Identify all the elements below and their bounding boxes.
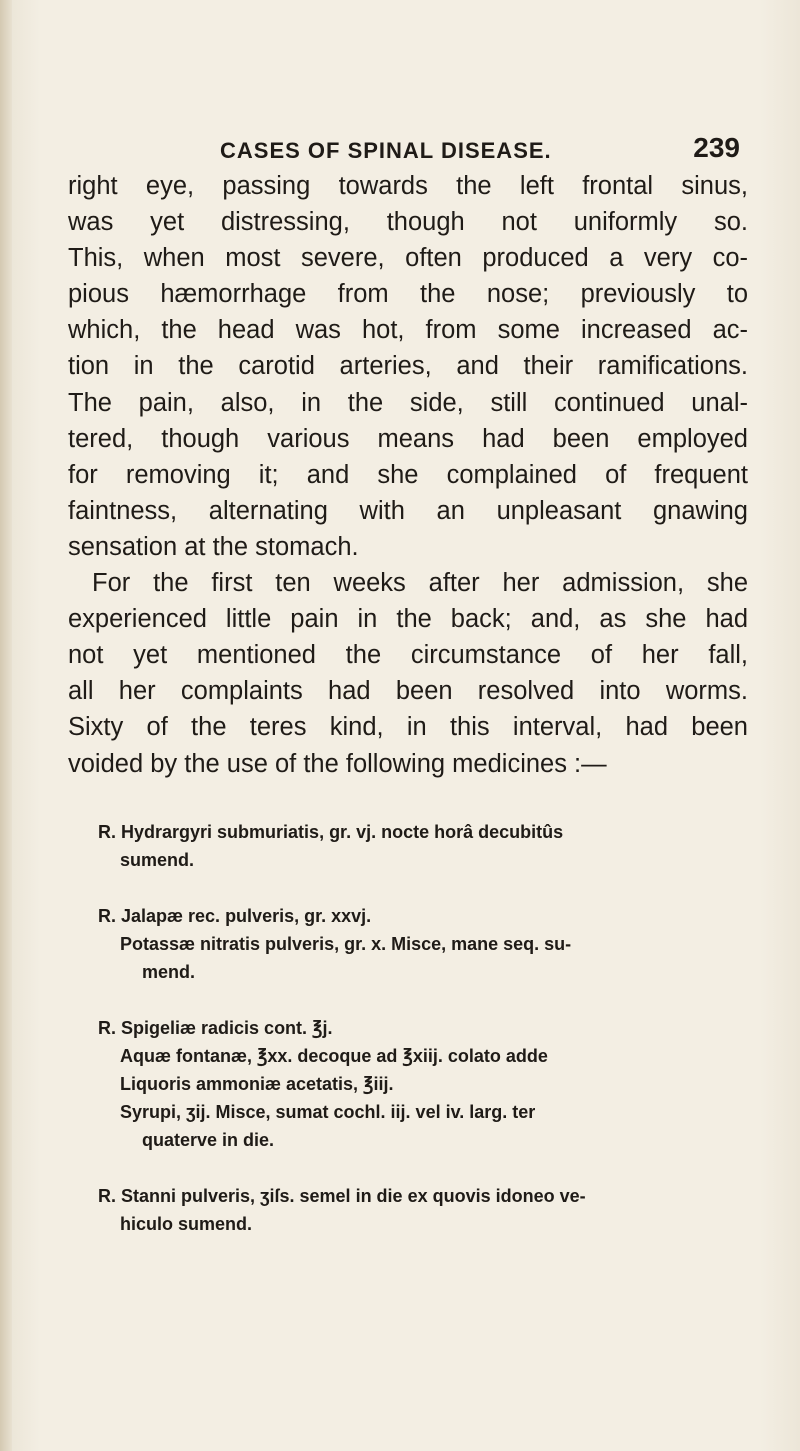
text-line: The pain, also, in the side, still continued unal- xyxy=(68,388,748,417)
text-line: which, the head was hot, from some increased ac- xyxy=(68,316,748,345)
prescription xyxy=(98,1014,738,1154)
text-line: Sixty of the teres kind, in this interval, had been xyxy=(68,713,748,742)
prescription-line: R. Jalapæ rec. pulveris, gr. xxvj. xyxy=(98,906,372,926)
text-line: voided by the use of the following medicines :— xyxy=(68,749,607,778)
text-line: For the first ten weeks after her admission, she xyxy=(92,569,748,598)
prescription-line: Liquoris ammoniæ acetatis, ℥iij. xyxy=(120,1074,394,1094)
text-line: faintness, alternating with an unpleasant gnawing xyxy=(68,496,748,525)
text-line: tered, though various means had been employed xyxy=(68,424,748,453)
prescription-list xyxy=(98,818,738,1266)
text-line: all her complaints had been resolved into worms. xyxy=(68,677,748,706)
text-line: not yet mentioned the circumstance of her fall, xyxy=(68,641,748,670)
prescription-line: Potassæ nitratis pulveris, gr. x. Misce, mane seq. su- xyxy=(120,934,572,954)
text-line: pious hæmorrhage from the nose; previously to xyxy=(68,280,748,309)
text-line: for removing it; and she complained of frequent xyxy=(68,460,748,489)
prescription xyxy=(98,818,738,874)
prescription-line: R. Stanni pulveris, ʒiſs. semel in die ex quovis idoneo ve- xyxy=(98,1186,586,1206)
page-gutter xyxy=(0,0,12,1451)
prescription-line: hiculo sumend. xyxy=(120,1214,253,1234)
text-line: This, when most severe, often produced a very co- xyxy=(68,244,748,273)
text-line: tion in the carotid arteries, and their ramifications. xyxy=(68,352,748,381)
prescription-line: mend. xyxy=(142,962,196,982)
prescription-line: Syrupi, ʒij. Misce, sumat cochl. iij. vel iv. larg. ter xyxy=(120,1102,536,1122)
prescription xyxy=(98,1182,738,1238)
text-line: sensation at the stomach. xyxy=(68,532,359,561)
page-header xyxy=(220,132,740,172)
body-text xyxy=(68,168,748,782)
prescription-line: Aquæ fontanæ, ℥xx. decoque ad ℥xiij. colato adde xyxy=(120,1046,548,1066)
prescription-line: quaterve in die. xyxy=(142,1130,275,1150)
prescription-line: R. Spigeliæ radicis cont. ℥j. xyxy=(98,1018,333,1038)
page-number: 239 xyxy=(693,132,740,163)
prescription xyxy=(98,902,738,986)
prescription-line: sumend. xyxy=(120,850,195,870)
text-line: experienced little pain in the back; and, as she had xyxy=(68,605,748,634)
text-line: right eye, passing towards the left frontal sinus, xyxy=(68,172,748,200)
running-title: CASES OF SPINAL DISEASE. xyxy=(220,138,552,163)
text-line: was yet distressing, though not uniformly so. xyxy=(68,208,748,237)
prescription-line: R. Hydrargyri submuriatis, gr. vj. nocte horâ decubitûs xyxy=(98,822,564,842)
